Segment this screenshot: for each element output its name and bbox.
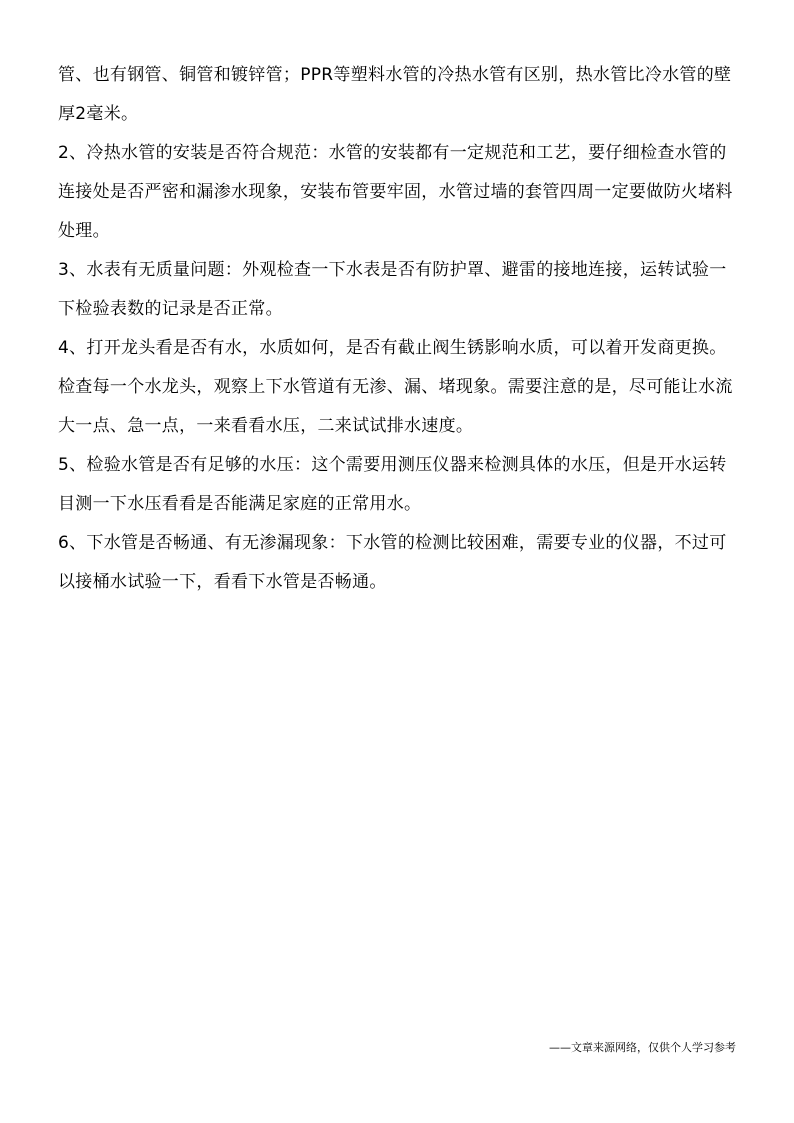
paragraph-item-6: 6、下水管是否畅通、有无渗漏现象：下水管的检测比较困难，需要专业的仪器，不过可以接桶水试验一下，看看下水管是否畅通。 [58, 533, 727, 592]
source-footnote: ——文章来源网络，仅供个人学习参考 [549, 1041, 736, 1054]
paragraph-item-3: 3、水表有无质量问题：外观检查一下水表是否有防护罩、避雷的接地连接，运转试验一下检验表数的记录是否正常。 [58, 260, 727, 319]
paragraph-item-5: 5、检验水管是否有足够的水压：这个需要用测压仪器来检测具体的水压，但是开水运转目测一下水压看看是否能满足家庭的正常用水。 [58, 455, 727, 514]
document-body [58, 56, 738, 602]
paragraph-item-2: 2、冷热水管的安装是否符合规范：水管的安装都有一定规范和工艺，要仔细检查水管的连接处是否严密和漏渗水现象，安装布管要牢固，水管过墙的套管四周一定要做防火堵料处理。 [58, 143, 733, 241]
paragraph-item-4: 4、打开龙头看是否有水，水质如何，是否有截止阀生锈影响水质，可以着开发商更换。检查每一个水龙头，观察上下水管道有无渗、漏、堵现象。需要注意的是，尽可能让水流大一点、急一点，一来看看水压，二来试试排水速度。 [58, 338, 733, 436]
paragraph-continuation: 管、也有钢管、铜管和镀锌管；PPR等塑料水管的冷热水管有区别，热水管比冷水管的壁厚2毫米。 [58, 65, 732, 124]
